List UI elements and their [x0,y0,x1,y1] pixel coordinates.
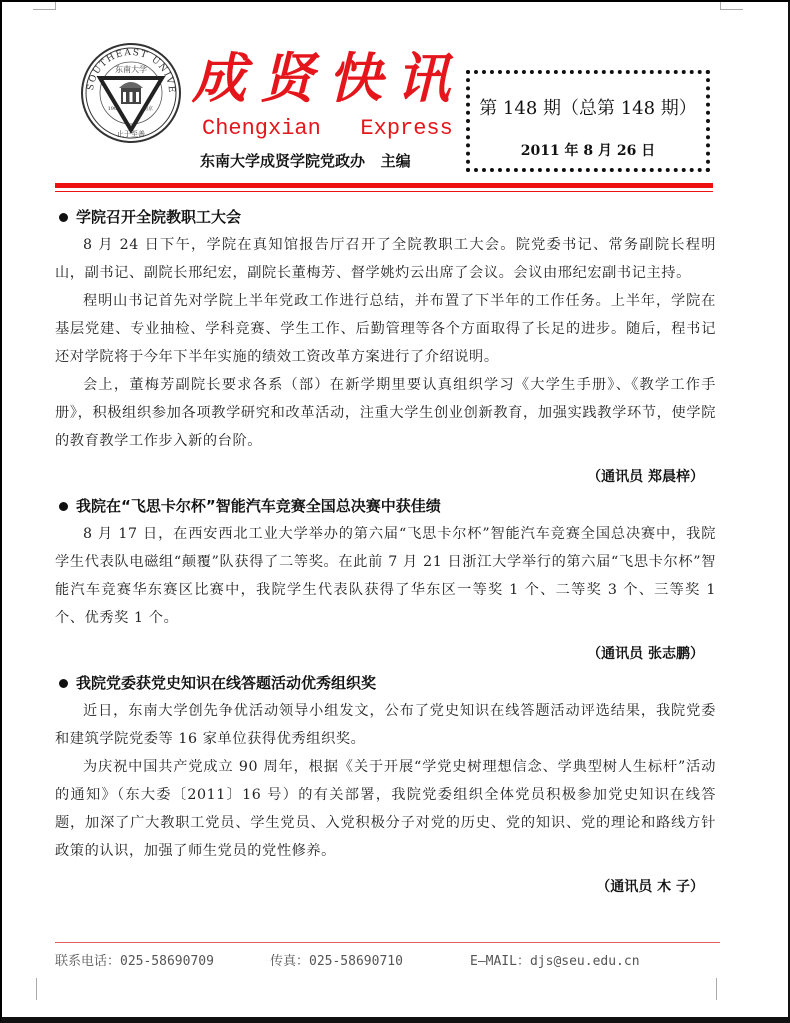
issue-date: 2011 年 8 月 26 日 [520,143,656,159]
crop-mark-top-left [33,2,56,10]
crop-mark-top-right [720,2,743,10]
article-title [55,670,716,697]
article-title-text: 我院在“飞思卡尔杯”智能汽车竞赛全国总决赛中获佳绩 [76,497,441,515]
issue-info-box [466,70,710,172]
article-paragraph: 程明山书记首先对学院上半年党政工作进行总结，并布置了下半年的工作任务。上半年，学院在基层党建、专业抽检、学科竞赛、学生工作、后勤管理等各个方面取得了长足的进步。随后，程书记还对学院将于今年下半年实施的绩效工资改革方案进行了介绍说明。 [55,293,716,365]
article-title-text: 学院召开全院教职工大会 [76,208,242,226]
seal-icon [80,42,182,144]
article-title [55,493,716,520]
contact-email[interactable]: E—MAIL：djs@seu.edu.cn [470,954,640,969]
article [55,493,716,668]
article-byline: （通讯员 张志鹏） [587,646,704,662]
masthead-divider-thin [55,191,713,192]
bullet-icon [59,213,68,222]
newsletter-title: 成贤快讯 [192,46,464,110]
bullet-icon [59,679,68,688]
contact-fax: 传真：025-58690710 [270,954,403,969]
articles [55,204,716,903]
article-paragraph: 8 月 17 日，在西安西北工业大学举办的第六届“飞思卡尔杯”智能汽车竞赛全国总决赛中，我院学生代表队电磁组“颠覆”队获得了二等奖。在此前 7 月 21 日浙江大学举行的第六届“飞思卡尔杯”智能汽车竞赛华东赛区比赛中，我院学生代表队获得了华东区一等奖 1 个、二等奖 3 个、三等奖 1 个、优秀奖 1 个。 [55,526,716,626]
contact-phone: 联系电话：025-58690709 [55,954,214,969]
newsletter-title-english: Chengxian Express [202,116,453,141]
article [55,204,716,491]
seal-year: 1902 [107,106,121,112]
crop-mark-bottom-right [716,978,717,1000]
editor-credit: 东南大学成贤学院党政办 主编 [200,152,411,170]
article-paragraph: 8 月 24 日下午，学院在真知馆报告厅召开了全院教职工大会。院党委书记、常务副院长程明山，副书记、副院长邢纪宏，副院长董梅芳、督学姚灼云出席了会议。会议由邢纪宏副书记主持。 [55,237,716,281]
article-paragraph: 为庆祝中国共产党成立 90 周年，根据《关于开展“学党史树理想信念、学典型树人生标杆”活动的通知》（东大委〔2011〕16 号）的有关部署，我院党委组织全体党员积极参加党史知识在线答题，加深了广大教职工党员、学生党员、入党积极分子对党的历史、党的知识、党的理论和路线方针政策的认识，加强了师生党员的党性修养。 [55,759,716,859]
seal-city: 南京 [142,106,154,112]
contact-footer [55,950,720,972]
article-title-text: 我院党委获党史知识在线答题活动优秀组织奖 [76,674,377,692]
university-seal-logo [80,42,182,144]
article-title [55,204,716,231]
article-byline: （通讯员 郑晨梓） [587,469,704,485]
seal-ring-text: SOUTHEAST UNIVE [85,47,177,95]
article-paragraph: 近日，东南大学创先争优活动领导小组发文，公布了党史知识在线答题活动评选结果，我院党委和建筑学院党委等 16 家单位获得优秀组织奖。 [55,703,716,747]
article [55,670,716,901]
masthead-divider-thick [55,183,713,188]
footer-divider [55,942,720,943]
seal-inner-text: 东南大学 [115,65,147,74]
article-paragraph: 会上，董梅芳副院长要求各系（部）在新学期里要认真组织学习《大学生手册》、《教学工作手册》，积极组织参加各项教学研究和改革活动，注重大学生创业创新教育，加强实践教学环节，使学院的教育教学工作步入新的台阶。 [55,377,716,449]
bullet-icon [59,502,68,511]
seal-motto: 止于至善 [117,130,145,138]
crop-mark-bottom-left [36,978,37,1000]
issue-number: 第 148 期（总第 148 期） [479,98,697,119]
article-byline: （通讯员 木 子） [596,879,704,895]
